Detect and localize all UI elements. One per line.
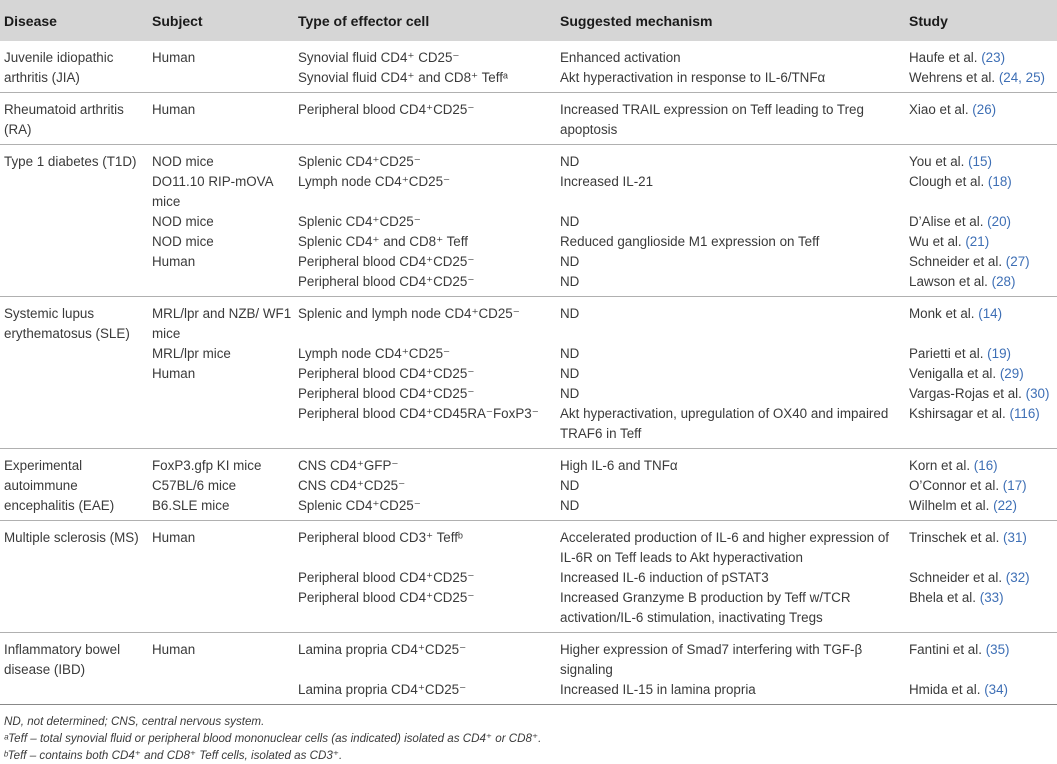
study-cell	[905, 252, 1057, 272]
table-body	[0, 41, 1057, 704]
effector-cell: Synovial fluid CD4⁺ and CD8⁺ Teffᵃ	[298, 70, 508, 85]
mechanism-cell: Reduced ganglioside M1 expression on Teff	[560, 234, 820, 249]
table-row	[0, 404, 1057, 449]
mechanism-cell: ND	[556, 145, 905, 173]
study-cell	[905, 93, 1057, 145]
subject-cell: Human	[148, 633, 294, 681]
study-author: Haufe et al.	[909, 50, 978, 65]
disease-cell: Type 1 diabetes (T1D)	[0, 145, 148, 297]
mechanism-cell: Increased IL-6 induction of pSTAT3	[560, 570, 769, 585]
effector-cell: Peripheral blood CD4⁺CD25⁻	[298, 590, 475, 605]
table-row	[0, 588, 1057, 633]
header-mechanism: Suggested mechanism	[560, 12, 713, 29]
subject-cell: NOD mice	[148, 145, 294, 173]
study-cell	[905, 145, 1057, 173]
study-author: Parietti et al.	[909, 346, 984, 361]
study-author: O’Connor et al.	[909, 478, 1000, 493]
table-row	[0, 568, 1057, 588]
effector-cell: Splenic CD4⁺CD25⁻	[294, 145, 556, 173]
reference-link[interactable]: (28)	[991, 274, 1016, 289]
reference-link[interactable]: (19)	[987, 346, 1011, 361]
effector-cell: CNS CD4⁺CD25⁻	[298, 478, 406, 493]
mechanism-cell: Increased IL-21	[560, 174, 654, 189]
study-author: Lawson et al.	[909, 274, 988, 289]
reference-link[interactable]: (17)	[1002, 478, 1027, 493]
reference-link[interactable]: (33)	[979, 590, 1004, 605]
reference-link[interactable]: (18)	[987, 174, 1012, 189]
subject-cell: MRL/lpr mice	[152, 346, 231, 361]
mechanism-cell: ND	[560, 254, 580, 269]
study-cell	[905, 521, 1057, 569]
reference-link[interactable]: (32)	[1005, 570, 1030, 585]
mechanism-cell: Increased IL-15 in lamina propria	[560, 682, 756, 697]
subject-cell: Human	[152, 366, 196, 381]
study-cell	[905, 496, 1057, 521]
subject-cell: B6.SLE mice	[152, 498, 230, 513]
study-author: Wu et al.	[909, 234, 962, 249]
reference-link[interactable]: (22)	[993, 498, 1017, 513]
effector-cell: Peripheral blood CD4⁺CD25⁻	[298, 366, 475, 381]
table-row	[0, 449, 1057, 477]
study-author: Korn et al.	[909, 458, 971, 473]
mechanism-cell: ND	[560, 498, 580, 513]
table-row	[0, 633, 1057, 681]
subject-cell: C57BL/6 mice	[152, 478, 237, 493]
effector-cell: Peripheral blood CD4⁺CD45RA⁻FoxP3⁻	[298, 406, 539, 421]
reference-link[interactable]: (31)	[1003, 530, 1027, 545]
mechanism-cell: ND	[560, 346, 580, 361]
mechanism-cell: Increased Granzyme B production by Teff w/TCR activation/IL-6 stimulation, inactivating Tregs	[560, 590, 851, 625]
study-author: Wehrens et al.	[909, 70, 996, 85]
table-row	[0, 232, 1057, 252]
table-row	[0, 297, 1057, 345]
mechanism-cell: Increased TRAIL expression on Teff leading to Treg apoptosis	[556, 93, 905, 145]
effector-cell: Peripheral blood CD4⁺CD25⁻	[294, 93, 556, 145]
effector-cell: Splenic CD4⁺ and CD8⁺ Teff	[298, 234, 468, 249]
effector-cell: Splenic CD4⁺CD25⁻	[298, 214, 421, 229]
subject-cell: Human	[148, 521, 294, 569]
mechanism-cell: ND	[560, 386, 580, 401]
study-cell	[905, 297, 1057, 345]
study-author: Schneider et al.	[909, 254, 1003, 269]
subject-cell	[148, 404, 294, 449]
disease-cell: Juvenile idiopathic arthritis (JIA)	[4, 50, 114, 85]
header-disease: Disease	[4, 12, 57, 29]
header-row	[0, 0, 1057, 41]
study-cell	[905, 588, 1057, 633]
subject-cell: MRL/lpr and NZB/ WF1 mice	[148, 297, 294, 345]
footnotes	[0, 705, 1057, 764]
study-author: Wilhelm et al.	[909, 498, 990, 513]
subject-cell: NOD mice	[152, 234, 214, 249]
reference-link[interactable]: (30)	[1025, 386, 1050, 401]
subject-cell: NOD mice	[152, 214, 214, 229]
effector-cell: CNS CD4⁺GFP⁻	[294, 449, 556, 477]
mechanism-cell: ND	[560, 478, 580, 493]
mechanism-cell: Akt hyperactivation, upregulation of OX40 and impaired TRAF6 in Teff	[560, 406, 889, 441]
reference-link[interactable]: (34)	[984, 682, 1009, 697]
effector-cell: Lymph node CD4⁺CD25⁻	[298, 174, 451, 189]
subject-cell	[148, 568, 294, 588]
subject-cell: Human	[152, 50, 196, 65]
header-subject: Subject	[152, 12, 203, 29]
study-author: Monk et al.	[909, 306, 975, 321]
table-row	[0, 521, 1057, 569]
disease-cell: Rheumatoid arthritis (RA)	[0, 93, 148, 145]
effector-cell: Peripheral blood CD4⁺CD25⁻	[298, 254, 475, 269]
reference-link[interactable]: (26)	[972, 102, 997, 117]
study-cell	[905, 344, 1057, 364]
reference-link[interactable]: (21)	[965, 234, 990, 249]
study-author: Schneider et al.	[909, 570, 1003, 585]
header-effector-cell: Type of effector cell	[298, 12, 430, 29]
reference-link[interactable]: (16)	[973, 458, 998, 473]
study-cell	[905, 172, 1057, 212]
mechanism-cell: ND	[560, 274, 580, 289]
study-cell	[905, 364, 1057, 384]
subject-cell	[148, 384, 294, 404]
study-cell	[905, 41, 1057, 68]
reference-link[interactable]: (20)	[987, 214, 1011, 229]
reference-link[interactable]: (15)	[968, 154, 992, 169]
table-row	[0, 272, 1057, 297]
mechanism-cell: Accelerated production of IL-6 and higher expression of IL-6R on Teff leads to Akt hyperactivation	[556, 521, 905, 569]
disease-cell: Systemic lupus erythematosus (SLE)	[0, 297, 148, 449]
study-author: Xiao et al.	[909, 102, 969, 117]
table-row	[0, 145, 1057, 173]
study-author: D’Alise et al.	[909, 214, 984, 229]
reference-link[interactable]: (23)	[981, 50, 1006, 65]
study-cell	[905, 568, 1057, 588]
effector-cell: Splenic CD4⁺CD25⁻	[298, 498, 421, 513]
study-author: Kshirsagar et al.	[909, 406, 1006, 421]
subject-cell: Human	[152, 254, 196, 269]
study-cell	[905, 633, 1057, 681]
table-row	[0, 212, 1057, 232]
study-cell	[905, 212, 1057, 232]
reference-link[interactable]: (24, 25)	[998, 70, 1045, 85]
disease-cell: Inflammatory bowel disease (IBD)	[0, 633, 148, 705]
study-author: Clough et al.	[909, 174, 985, 189]
study-author: Vargas-Rojas et al.	[909, 386, 1022, 401]
effector-cell: Lamina propria CD4⁺CD25⁻	[298, 682, 467, 697]
study-author: Bhela et al.	[909, 590, 976, 605]
study-cell	[905, 404, 1057, 449]
study-author: Venigalla et al.	[909, 366, 997, 381]
table-row	[0, 172, 1057, 212]
subject-cell	[148, 680, 294, 704]
mechanism-cell: High IL-6 and TNFα	[556, 449, 905, 477]
study-author: Trinschek et al.	[909, 530, 1000, 545]
disease-cell: Multiple sclerosis (MS)	[0, 521, 148, 633]
subject-cell	[148, 68, 294, 93]
effector-cell: Synovial fluid CD4⁺ CD25⁻	[298, 50, 460, 65]
disease-cell: Experimental autoimmune encephalitis (EAE)	[0, 449, 148, 521]
subject-cell: DO11.10 RIP-mOVA mice	[152, 174, 273, 209]
mechanism-cell: ND	[560, 214, 580, 229]
effector-cell: Peripheral blood CD4⁺CD25⁻	[298, 570, 475, 585]
study-cell	[905, 232, 1057, 252]
effector-cell: Peripheral blood CD4⁺CD25⁻	[298, 274, 475, 289]
study-cell	[905, 449, 1057, 477]
footnote-a: ᵃTeff – total synovial fluid or peripheral blood mononuclear cells (as indicated) isolated as CD4⁺ or CD8⁺.	[4, 732, 542, 745]
effector-cell: Lymph node CD4⁺CD25⁻	[298, 346, 451, 361]
table-row	[0, 476, 1057, 496]
table-row	[0, 93, 1057, 145]
reference-link[interactable]: (27)	[1005, 254, 1030, 269]
mechanism-cell: ND	[556, 297, 905, 345]
mechanism-cell: Akt hyperactivation in response to IL-6/TNFα	[560, 70, 826, 85]
study-cell	[905, 476, 1057, 496]
effector-cell: Peripheral blood CD4⁺CD25⁻	[298, 386, 475, 401]
table-row	[0, 680, 1057, 704]
table-row	[0, 496, 1057, 521]
reference-link[interactable]: (35)	[985, 642, 1010, 657]
study-cell	[905, 680, 1057, 704]
study-cell	[905, 384, 1057, 404]
table-row	[0, 344, 1057, 364]
mechanism-cell: Higher expression of Smad7 interfering with TGF-β signaling	[556, 633, 905, 681]
reference-link[interactable]: (29)	[999, 366, 1024, 381]
effector-cell: Peripheral blood CD3⁺ Teffᵇ	[294, 521, 556, 569]
footnote-b: ᵇTeff – contains both CD4⁺ and CD8⁺ Teff cells, isolated as CD3⁺.	[4, 749, 343, 762]
study-cell	[905, 68, 1057, 93]
study-author: Hmida et al.	[909, 682, 981, 697]
subject-cell	[148, 588, 294, 633]
subject-cell: Human	[148, 93, 294, 145]
mechanism-cell: Enhanced activation	[560, 50, 681, 65]
effector-cell: Lamina propria CD4⁺CD25⁻	[294, 633, 556, 681]
study-cell	[905, 272, 1057, 297]
table-row	[0, 41, 1057, 68]
mechanism-cell: ND	[560, 366, 580, 381]
table-row	[0, 364, 1057, 384]
table-row	[0, 384, 1057, 404]
reference-link[interactable]: (116)	[1009, 406, 1040, 421]
reference-link[interactable]: (14)	[978, 306, 1003, 321]
effector-cell: Splenic and lymph node CD4⁺CD25⁻	[294, 297, 556, 345]
subject-cell	[148, 272, 294, 297]
table-row	[0, 68, 1057, 93]
table-row	[0, 252, 1057, 272]
footnote-abbrev: ND, not determined; CNS, central nervous system.	[4, 715, 265, 728]
study-author: You et al.	[909, 154, 965, 169]
study-author: Fantini et al.	[909, 642, 982, 657]
header-study: Study	[909, 12, 948, 29]
subject-cell: FoxP3.gfp KI mice	[148, 449, 294, 477]
